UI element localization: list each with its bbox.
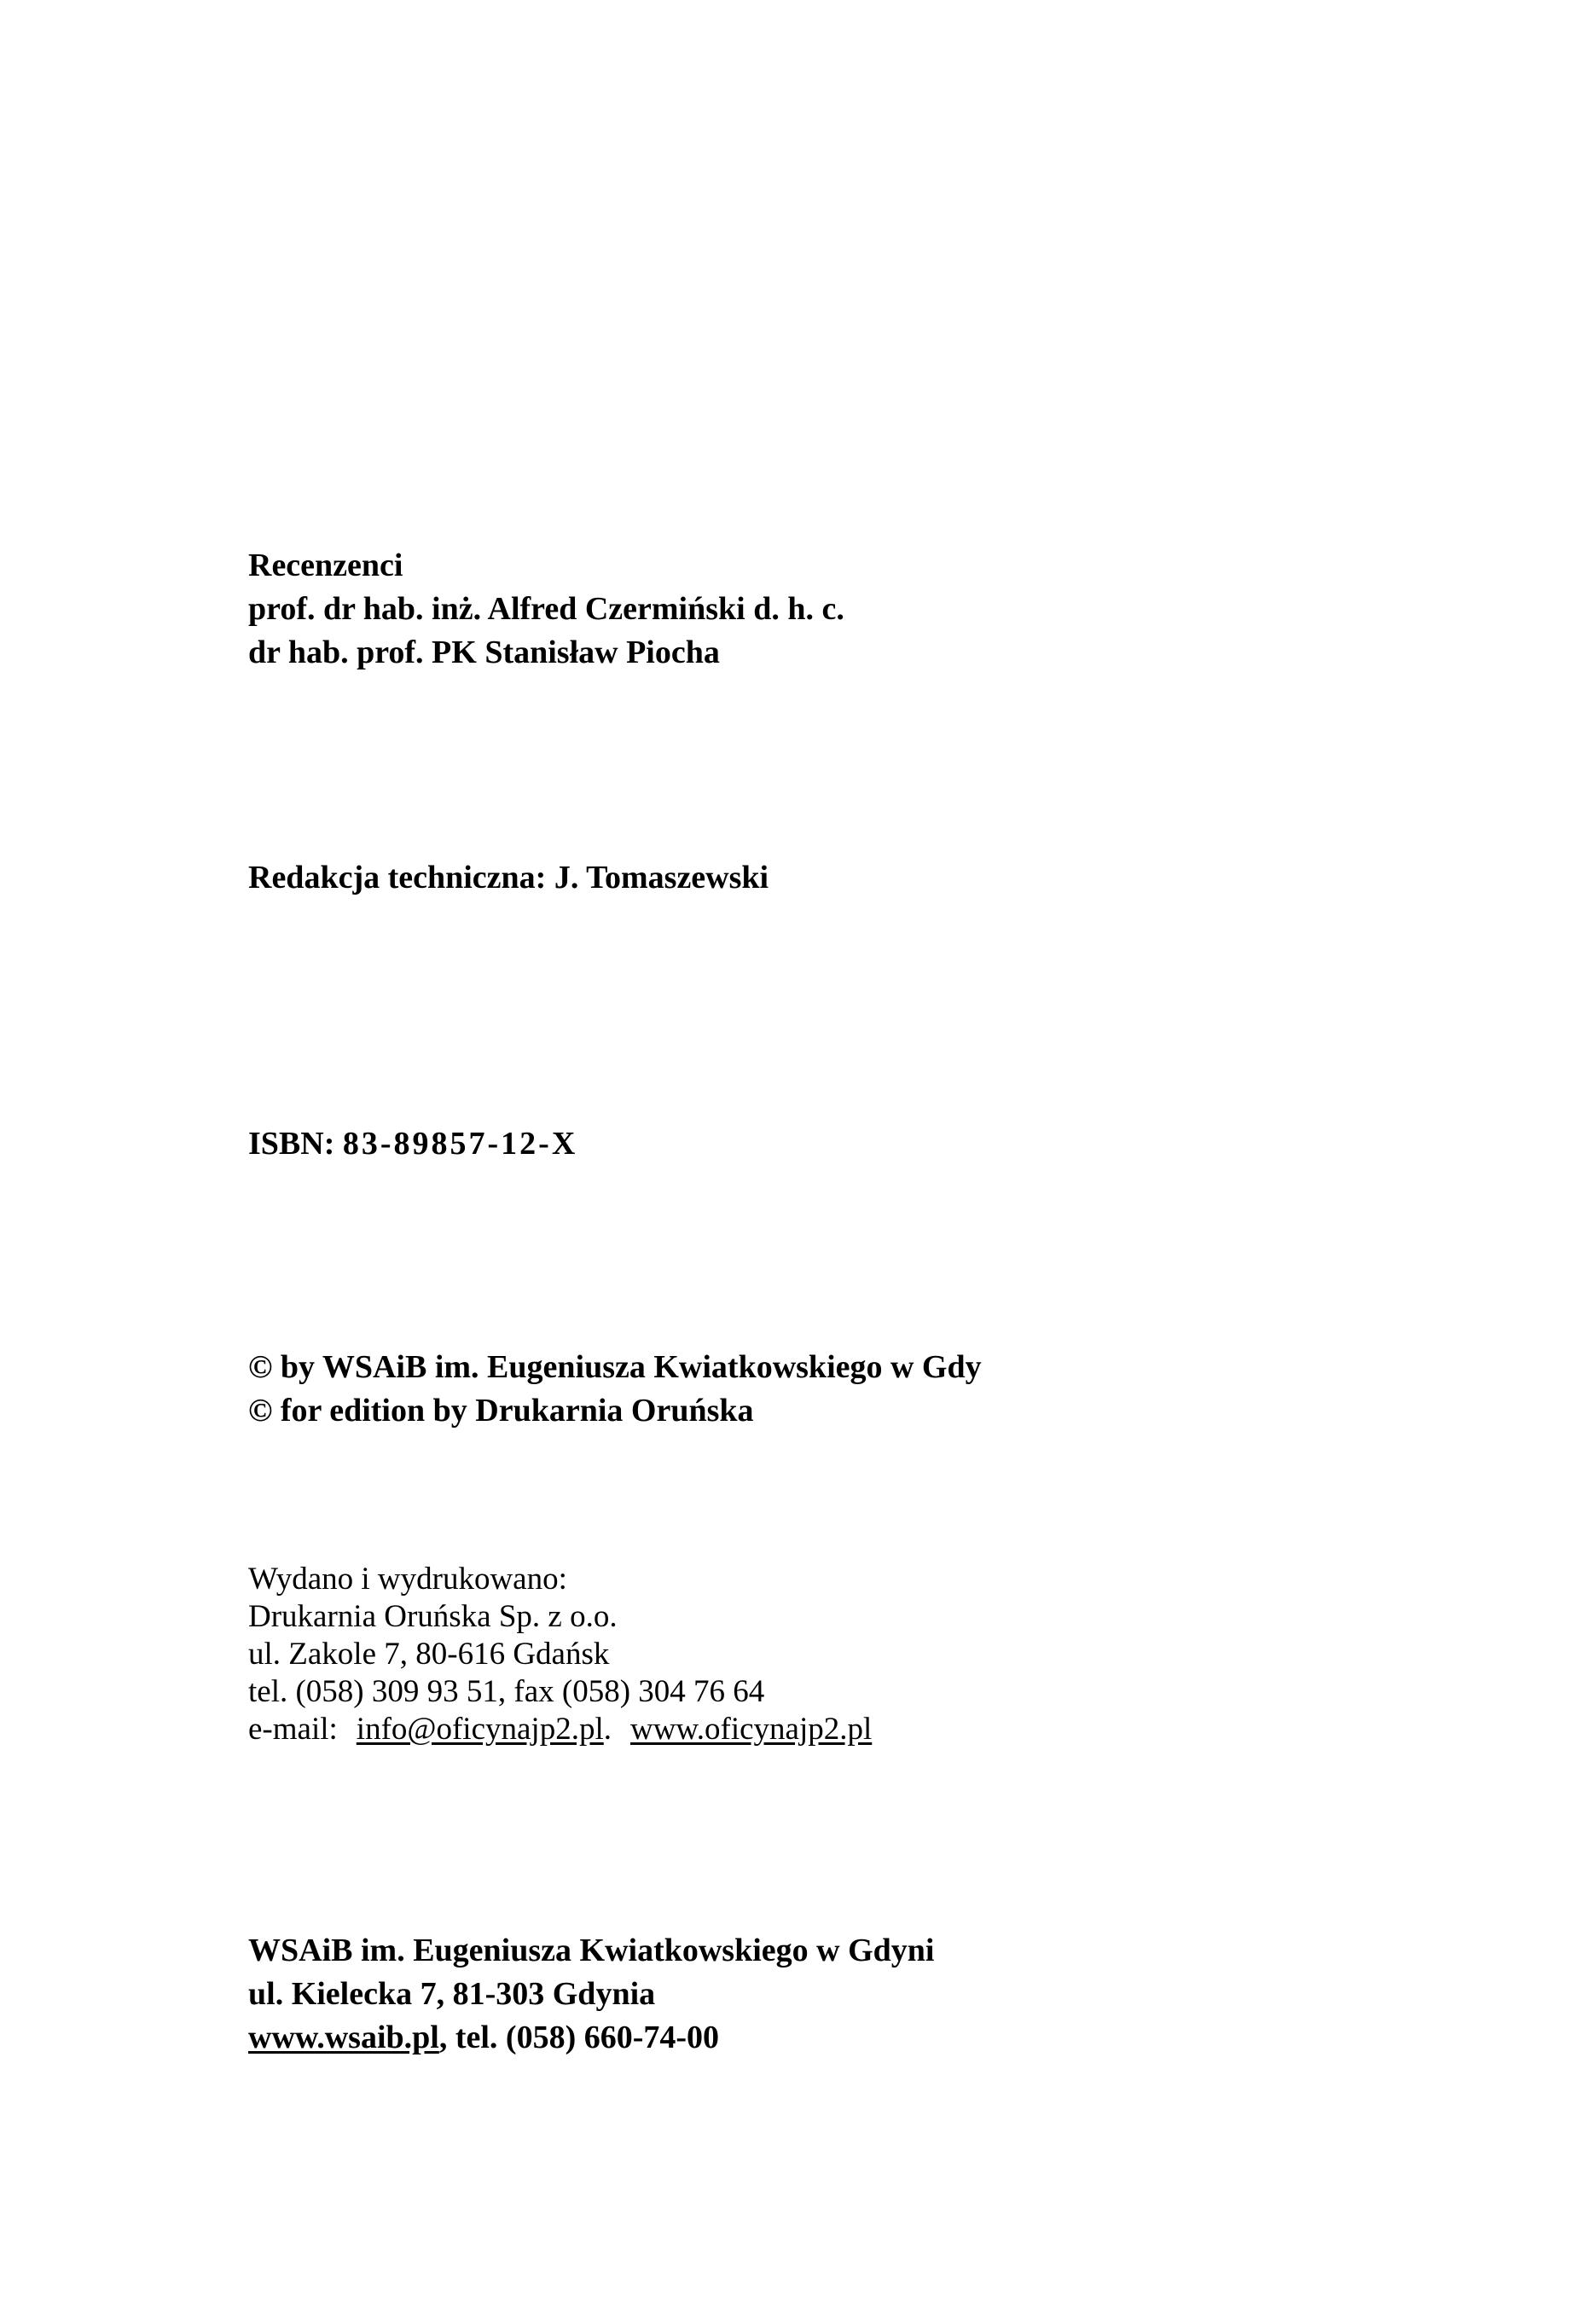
publisher-contact [248,1711,872,1748]
publisher-name: Drukarnia Oruńska Sp. z o.o. [248,1599,618,1634]
copyright-section [248,1346,982,1433]
contact-separator: . [603,1712,612,1747]
reviewer-2: dr hab. prof. PK Stanisław Piocha [248,635,720,670]
technical-editor: Redakcja techniczna: J. Tomaszewski [248,860,769,895]
publisher-phone: tel. (058) 309 93 51, fax (058) 304 76 64 [248,1674,765,1709]
school-name: WSAiB im. Eugeniusza Kwiatkowskiego w Gdyni [248,1933,935,1968]
technical-editor-section [248,856,769,900]
publisher-address: ul. Zakole 7, 80-616 Gdańsk [248,1637,610,1672]
publisher-section [248,1561,872,1748]
copyright-line-2: © for edition by Drukarnia Oruńska [248,1393,754,1429]
isbn-line [248,1122,577,1166]
school-contact [248,2016,934,2060]
email-link[interactable]: info@oficynajp2.pl [356,1712,604,1747]
school-phone: , tel. (058) 660-74-00 [438,2020,720,2055]
email-label: e-mail: [248,1712,338,1747]
reviewers-heading: Recenzenci [248,548,403,583]
isbn-section [248,1122,577,1166]
publisher-website-link[interactable]: www.oficynajp2.pl [629,1712,873,1747]
reviewers-section [248,544,844,675]
copyright-line-1: © by WSAiB im. Eugeniusza Kwiatkowskiego w Gdy [248,1349,982,1385]
school-website-link[interactable]: www.wsaib.pl [248,2020,439,2055]
isbn-value: 83-89857-12-X [342,1126,578,1162]
school-section [248,1929,934,2060]
isbn-label: ISBN: [248,1126,335,1162]
school-address: ul. Kielecka 7, 81-303 Gdynia [248,1976,656,2012]
reviewer-1: prof. dr hab. inż. Alfred Czermiński d. h. c. [248,591,844,627]
publisher-heading: Wydano i wydrukowano: [248,1562,567,1597]
